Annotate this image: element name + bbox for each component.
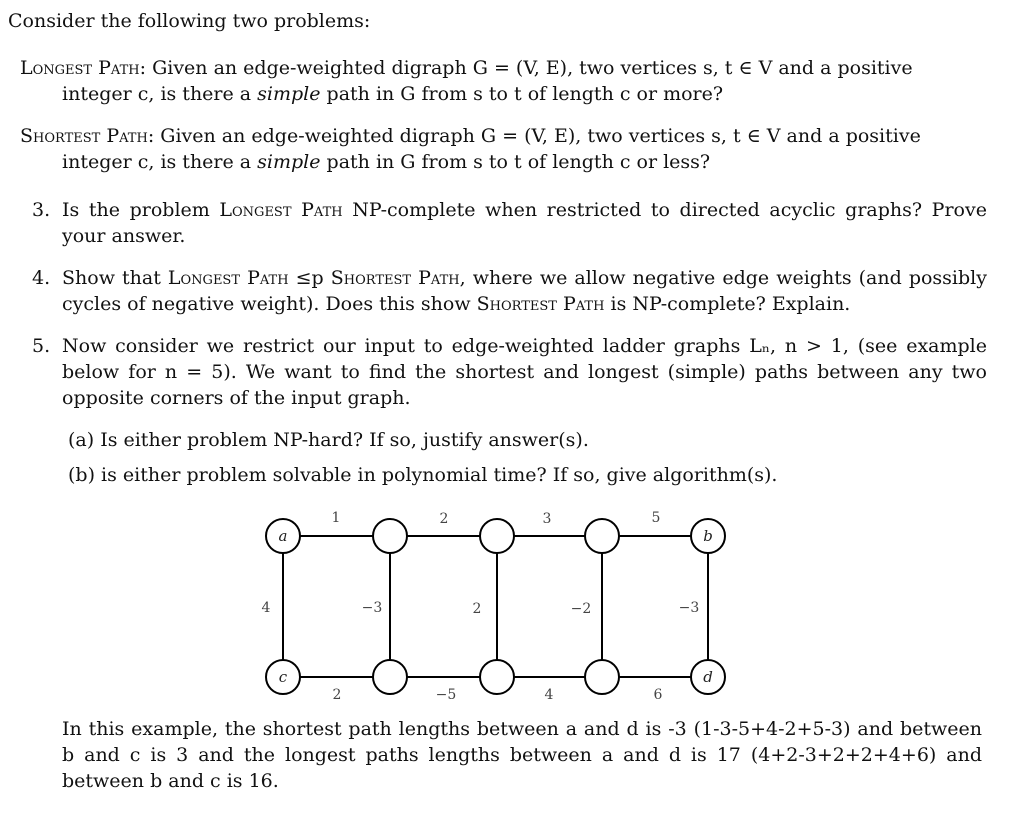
question-3: 3. Is the problem Longest Path NP-complete when restricted to directed acyclic graphs? Prove your answer. [32,199,987,247]
top-weight-3: 3 [542,511,552,527]
question-5: 5. Now consider we restrict our input to edge-weighted ladder graphs Lₙ, n > 1, (see example below for n = 5). We want to find the shortest and longest (simple) paths between any two opposite corners of the input graph. [32,335,987,409]
vertical-weight-5: −3 [678,600,700,616]
vertex-b-label: b [703,527,713,545]
vertex-d-label: d [703,668,713,686]
bottom-weight-2: −5 [435,687,457,703]
vertex-top-2 [373,519,407,553]
top-weight-1: 1 [331,510,341,526]
longest-path-definition: Longest Path: Given an edge-weighted digraph G = (V, E), two vertices s, t ∈ V and a positive integer c, is there a simple path in G from s to t of length c or more? [20,57,913,105]
top-weight-2: 2 [439,511,449,527]
vertex-c-label: c [278,668,288,686]
vertex-top-3 [480,519,514,553]
vertex-a-label: a [278,527,288,545]
subquestion-b: (b) is either problem solvable in polynomial time? If so, give algorithm(s). [68,464,778,486]
subquestion-a: (a) Is either problem NP-hard? If so, justify answer(s). [68,429,589,451]
vertical-weight-3: 2 [472,601,482,617]
shortest-path-definition: Shortest Path: Given an edge-weighted digraph G = (V, E), two vertices s, t ∈ V and a positive integer c, is there a simple path in G from s to t of length c or less? [20,125,921,173]
vertex-bottom-2 [373,660,407,694]
top-weight-4: 5 [651,510,661,526]
vertex-bottom-3 [480,660,514,694]
question-4: 4. Show that Longest Path ≤p Shortest Path, where we allow negative edge weights (and possibly cycles of negative weight). Does this show Shortest Path is NP-complete? Explain. [32,267,987,315]
vertex-top-4 [585,519,619,553]
longest-path-term: Longest Path [20,57,140,79]
vertical-weight-1: 4 [261,600,271,616]
bottom-weight-1: 2 [332,687,342,703]
bottom-weight-4: 6 [653,687,663,703]
vertical-weight-2: −3 [361,600,383,616]
bottom-weight-3: 4 [544,687,554,703]
intro-text: Consider the following two problems: [8,10,371,32]
shortest-path-term: Shortest Path [20,125,148,147]
example-explanation: In this example, the shortest path lengths between a and d is -3 (1-3-5+4-2+5-3) and between b and c is 3 and the longest paths lengths between a and d is 17 (4+2-3+2+2+4+6) and between b and c is 16. [62,718,982,792]
vertex-bottom-4 [585,660,619,694]
vertical-weight-4: −2 [570,601,592,617]
